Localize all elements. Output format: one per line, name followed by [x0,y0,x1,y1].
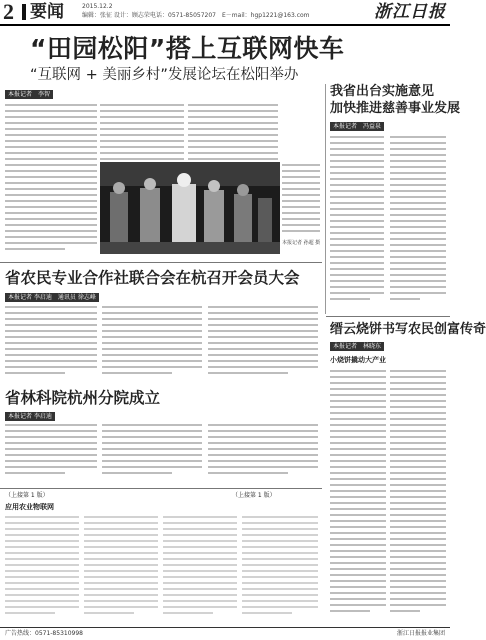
lead-photo [100,162,280,254]
story-academy-headline: 省林科院杭州分院成立 [5,389,161,407]
masthead-rule [0,24,450,26]
story-platform-byline: 本报记者 冯益泉 [330,122,384,131]
lead-byline: 本报记者 李智 [5,90,53,99]
date-line: 2015.12.2 [82,3,113,10]
story-policy-body [330,368,448,626]
lead-headline: “田园松阳”搭上互联网快车 [30,34,345,63]
story-platform [330,84,461,314]
photo-credit: 本报记者 孙超 摄 [282,240,321,246]
continued-right: （上接第 1 版） [232,492,276,499]
footer-left: 广告热线：0571-85310998 [5,630,83,637]
subhead-left: 应用农业物联网 [5,503,54,511]
story-academy-byline: 本报记者 李启迪 [5,412,55,421]
section-rule-1 [0,262,322,263]
masthead [0,0,450,24]
story-platform-headline-line2: 加快推进慈善事业发展 [330,101,461,116]
performance-photo-image [100,162,280,254]
story-federation-byline: 本报记者 李启迪 通讯员 徐志峰 [5,293,99,302]
page-number: 2 [3,0,14,24]
right-column-divider [325,84,326,314]
editor-line: 编辑：张征 设计：顾志荣 [82,12,150,19]
section-name: 要闻 [30,2,64,22]
footer-right: 浙江日报报业集团 [396,630,445,637]
section-rule-3 [0,488,322,489]
bottom-body-text [0,514,322,624]
story-policy-headline: 缙云烧饼书写农民创富传奇 [330,322,486,337]
story-policy-byline: 本报记者 林晓东 [330,342,384,351]
continued-left: （上接第 1 版） [5,492,49,499]
footer-rule [0,627,450,628]
phone-line: 电话：0571-85057207 [150,12,216,19]
paper-name: 浙江日报 [374,2,446,21]
email-line: E－mail：hgp1221@163.com [222,12,310,19]
story-federation-headline: 省农民专业合作社联合会在杭召开会员大会 [5,269,300,287]
divider-bar [22,4,26,20]
story-academy-body [0,422,322,484]
story-platform-headline: 我省出台实施意见 [330,84,435,99]
story-policy-subhead: 小烧饼撬动大产业 [330,356,386,364]
section-rule-2 [326,316,450,317]
lead-photo-caption [282,162,322,254]
story-federation-body [0,304,322,384]
lead-subheadline: “互联网 + 美丽乡村”发展论坛在松阳举办 [30,67,299,83]
